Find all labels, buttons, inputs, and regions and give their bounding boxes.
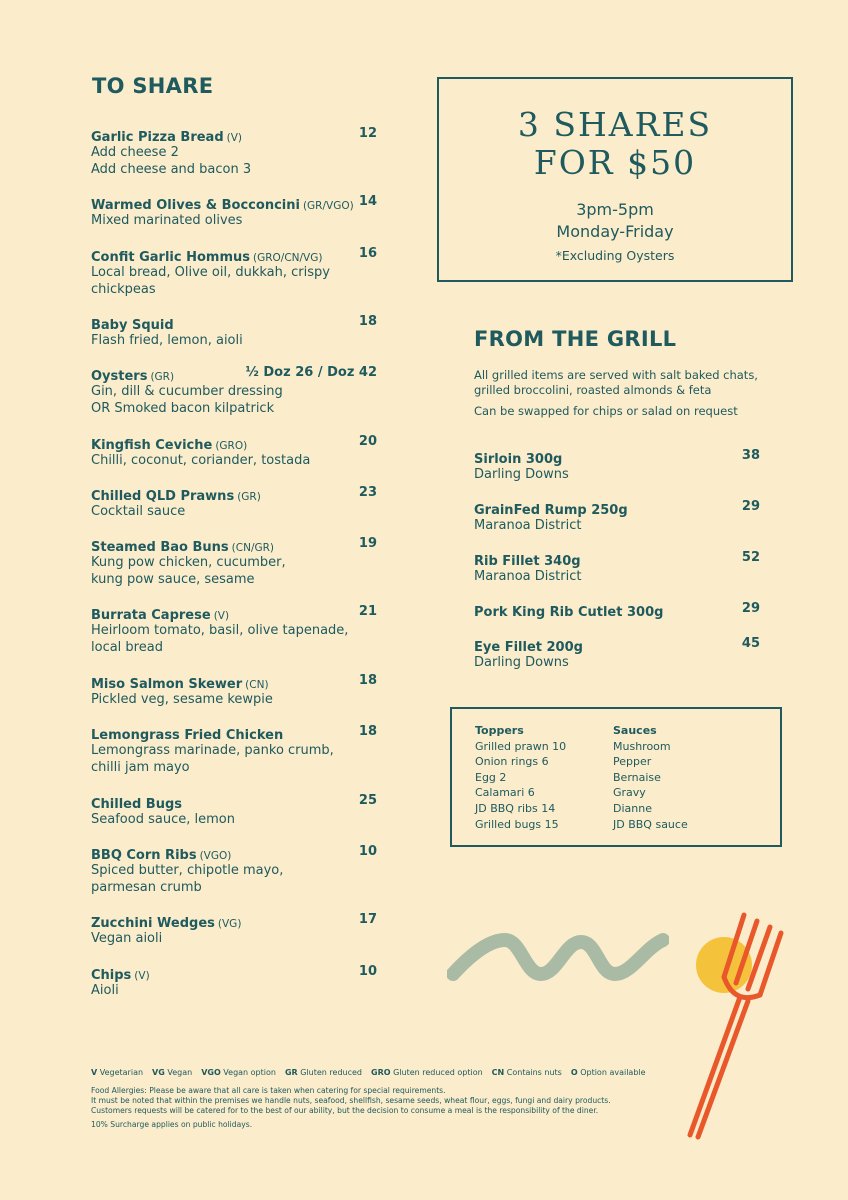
- toppers-item: Grilled prawn 10: [475, 739, 567, 753]
- menu-item-name: Chilled Bugs: [91, 797, 183, 812]
- menu-item-description: Local bread, Olive oil, dukkah, crispy: [91, 265, 330, 280]
- menu-item-name: Steamed Bao Buns: [91, 540, 229, 555]
- menu-item-price: 19: [358, 536, 377, 551]
- surcharge-note: 10% Surcharge applies on public holidays.: [91, 1120, 253, 1129]
- promo-title-line2: FOR $50: [533, 143, 697, 182]
- toppers-item: Onion rings 6: [475, 755, 549, 769]
- menu-item-name: Baby Squid: [91, 318, 174, 333]
- allergy-line: Food Allergies: Please be aware that all care is taken when catering for special requirements.: [91, 1086, 446, 1095]
- legend-entry: CN Contains nuts: [491, 1068, 562, 1077]
- menu-item: [91, 314, 383, 349]
- legend-entry: VGO Vegan option: [201, 1068, 276, 1077]
- menu-item-header: [91, 246, 383, 264]
- sauces-item: Dianne: [613, 801, 652, 815]
- menu-item: [91, 604, 383, 656]
- promo-hours: [439, 199, 791, 243]
- menu-item-description: local bread: [91, 640, 163, 655]
- menu-item-dietary-tag: (GRO/CN/VG): [253, 252, 323, 264]
- menu-item-header: [91, 844, 383, 862]
- menu-item-name: Confit Garlic Hommus: [91, 250, 250, 265]
- menu-item: [474, 636, 766, 671]
- menu-item: [91, 724, 383, 776]
- menu-item-header: [91, 964, 383, 982]
- sauces-item: Gravy: [613, 786, 646, 800]
- menu-item-header: [91, 793, 383, 811]
- promo-title-line1: 3 SHARES: [517, 105, 713, 144]
- menu-item-dietary-tag: (VGO): [199, 850, 232, 862]
- menu-item-price: 18: [358, 724, 377, 739]
- menu-item: [91, 964, 383, 999]
- menu-item-description: parmesan crumb: [91, 880, 202, 895]
- menu-item-header: [91, 126, 383, 144]
- menu-item-dietary-tag: (V): [213, 610, 230, 622]
- legend-code: CN: [491, 1068, 505, 1077]
- menu-item-name: Pork King Rib Cutlet 300g: [474, 605, 664, 620]
- menu-item-dietary-tag: (V): [226, 132, 243, 144]
- menu-item-description: Aioli: [91, 983, 119, 998]
- menu-item-price: 21: [358, 604, 377, 619]
- menu-item: [91, 434, 383, 469]
- promo-title: [439, 106, 791, 182]
- menu-item: [91, 194, 383, 229]
- legend-entry: O Option available: [570, 1068, 646, 1077]
- menu-item: [91, 844, 383, 896]
- menu-item-description: OR Smoked bacon kilpatrick: [91, 401, 275, 416]
- menu-item-header: [91, 673, 383, 691]
- legend-entry: VG Vegan: [152, 1068, 193, 1077]
- menu-item-price: 23: [358, 485, 377, 500]
- menu-item-header: [474, 601, 766, 619]
- menu-item-dietary-tag: (GR): [237, 491, 261, 503]
- menu-item-description: Flash fried, lemon, aioli: [91, 333, 243, 348]
- menu-item-dietary-tag: (GR): [150, 371, 175, 383]
- menu-item-name: Miso Salmon Skewer: [91, 677, 243, 692]
- menu-item-price: 20: [358, 434, 377, 449]
- menu-item-description: Cocktail sauce: [91, 504, 186, 519]
- menu-item-price: 17: [358, 912, 377, 927]
- legend-code: O: [570, 1068, 578, 1077]
- menu-item-header: [91, 365, 383, 383]
- legend-code: GR: [284, 1068, 298, 1077]
- menu-item-name: Rib Fillet 340g: [474, 554, 581, 569]
- menu-item-description: Maranoa District: [474, 518, 582, 533]
- menu-item-dietary-tag: (CN/GR): [231, 542, 275, 554]
- menu-item-name: Eye Fillet 200g: [474, 640, 583, 655]
- menu-item-header: [474, 636, 766, 654]
- sauces-column: [613, 723, 688, 832]
- menu-item-header: [474, 448, 766, 466]
- menu-item-header: [91, 536, 383, 554]
- menu-item-name: Lemongrass Fried Chicken: [91, 728, 284, 743]
- to-share-heading: TO SHARE: [92, 74, 214, 98]
- grill-intro-line2: grilled broccolini, roasted almonds & feta: [474, 383, 712, 397]
- menu-item-price: 18: [358, 673, 377, 688]
- menu-item-header: [91, 314, 383, 332]
- menu-item-name: Burrata Caprese: [91, 608, 211, 623]
- menu-item-name: BBQ Corn Ribs: [91, 848, 197, 863]
- menu-item-description: chilli jam mayo: [91, 760, 190, 775]
- menu-item-price: 10: [358, 844, 377, 859]
- menu-item-name: Zucchini Wedges: [91, 916, 215, 931]
- menu-item-dietary-tag: (CN): [245, 679, 269, 691]
- menu-item-description: Chilli, coconut, coriander, tostada: [91, 453, 311, 468]
- extras-box: [450, 707, 782, 847]
- menu-item-name: GrainFed Rump 250g: [474, 503, 628, 518]
- sauces-heading: Sauces: [613, 724, 657, 737]
- from-the-grill-heading: FROM THE GRILL: [474, 327, 677, 351]
- menu-item-name: Oysters: [91, 369, 148, 384]
- menu-item-description: Vegan aioli: [91, 931, 163, 946]
- grill-swap-note: Can be swapped for chips or salad on request: [474, 404, 738, 418]
- menu-item: [474, 550, 766, 585]
- menu-item-dietary-tag: (V): [134, 970, 150, 982]
- menu-item-price: 38: [741, 448, 760, 463]
- menu-item-price: 52: [741, 550, 760, 565]
- menu-item-description: Heirloom tomato, basil, olive tapenade,: [91, 623, 349, 638]
- menu-item: [474, 499, 766, 534]
- menu-item-description: Add cheese and bacon 3: [91, 162, 252, 177]
- menu-item-description: Seafood sauce, lemon: [91, 812, 235, 827]
- promo-note: *Excluding Oysters: [555, 248, 675, 263]
- menu-item-price: 45: [741, 636, 760, 651]
- menu-item-name: Chilled QLD Prawns: [91, 489, 235, 504]
- menu-item-description: Kung pow chicken, cucumber,: [91, 555, 286, 570]
- grill-intro-line1: All grilled items are served with salt baked chats,: [474, 368, 758, 382]
- dietary-legend: [91, 1068, 655, 1077]
- menu-item-price: 29: [741, 601, 760, 616]
- menu-item-name: Sirloin 300g: [474, 452, 563, 467]
- menu-item: [474, 448, 766, 483]
- grill-intro: [474, 368, 774, 419]
- toppers-item: Calamari 6: [475, 786, 535, 800]
- menu-item-description: chickpeas: [91, 282, 156, 297]
- menu-item: [91, 126, 383, 178]
- menu-item-description: Add cheese 2: [91, 145, 179, 160]
- menu-item-price: 10: [358, 964, 377, 979]
- menu-item-price: 29: [741, 499, 760, 514]
- menu-item: [474, 601, 766, 619]
- menu-item-price: 16: [358, 246, 377, 261]
- menu-item-price: 14: [358, 194, 377, 209]
- menu-item-header: [91, 485, 383, 503]
- legend-code: VG: [152, 1068, 165, 1077]
- menu-item-header: [91, 724, 383, 742]
- menu-item-name: Garlic Pizza Bread: [91, 130, 224, 145]
- menu-item-description: Darling Downs: [474, 467, 569, 482]
- toppers-item: JD BBQ ribs 14: [475, 801, 556, 815]
- sauces-item: Bernaise: [613, 770, 661, 784]
- sauces-item: Mushroom: [613, 739, 671, 753]
- menu-item-name: Kingfish Ceviche: [91, 438, 213, 453]
- menu-item-description: kung pow sauce, sesame: [91, 572, 255, 587]
- menu-item-header: [91, 434, 383, 452]
- legend-code: V: [91, 1068, 98, 1077]
- menu-item-header: [474, 499, 766, 517]
- menu-item-dietary-tag: (VG): [217, 918, 242, 930]
- promo-box: [437, 77, 793, 282]
- toppers-item: Egg 2: [475, 770, 507, 784]
- menu-item: [91, 912, 383, 947]
- menu-item-header: [474, 550, 766, 568]
- menu-item-description: Gin, dill & cucumber dressing: [91, 384, 283, 399]
- allergy-line: It must be noted that within the premises we handle nuts, seafood, shellfish, sesame seeds, wheat flour, eggs, fungi and dairy products.: [91, 1096, 611, 1105]
- wave-decoration-icon: [447, 930, 669, 982]
- allergy-line: Customers requests will be catered for to the best of our ability, but the decision to consume a meal is the responsibility of the diner.: [91, 1106, 599, 1115]
- toppers-heading: Toppers: [475, 724, 524, 737]
- menu-item: [91, 536, 383, 588]
- menu-item-description: Pickled veg, sesame kewpie: [91, 692, 273, 707]
- menu-item: [91, 485, 383, 520]
- menu-item-header: [91, 194, 383, 212]
- menu-item-price: 12: [358, 126, 377, 141]
- promo-days: Monday-Friday: [556, 222, 674, 241]
- menu-item-price: ½ Doz 26 / Doz 42: [245, 365, 377, 380]
- menu-item-description: Spiced butter, chipotle mayo,: [91, 863, 284, 878]
- menu-item-dietary-tag: (GR/VGO): [302, 200, 354, 212]
- menu-item-name: Chips: [91, 968, 132, 983]
- menu-item: [91, 673, 383, 708]
- sauces-item: Pepper: [613, 755, 652, 769]
- legend-code: GRO: [371, 1068, 391, 1077]
- fork-icon: [678, 905, 788, 1145]
- toppers-column: [475, 723, 566, 832]
- toppers-item: Grilled bugs 15: [475, 817, 559, 831]
- menu-item-header: [91, 604, 383, 622]
- menu-item-name: Warmed Olives & Bocconcini: [91, 198, 300, 213]
- menu-item-description: Mixed marinated olives: [91, 213, 243, 228]
- legend-code: VGO: [201, 1068, 221, 1077]
- promo-time: 3pm-5pm: [576, 200, 654, 219]
- menu-item-dietary-tag: (GRO): [215, 440, 248, 452]
- legend-entry: V Vegetarian: [91, 1068, 144, 1077]
- legend-entry: GR Gluten reduced: [284, 1068, 362, 1077]
- menu-item-price: 25: [358, 793, 377, 808]
- sauces-item: JD BBQ sauce: [613, 817, 688, 831]
- menu-item-description: Darling Downs: [474, 655, 569, 670]
- legend-entry: GRO Gluten reduced option: [371, 1068, 483, 1077]
- menu-item: [91, 246, 383, 298]
- menu-item-price: 18: [358, 314, 377, 329]
- menu-item: [91, 793, 383, 828]
- menu-item-header: [91, 912, 383, 930]
- menu-item: [91, 365, 383, 417]
- allergy-notice: [91, 1086, 651, 1130]
- menu-item-description: Lemongrass marinade, panko crumb,: [91, 743, 334, 758]
- menu-item-description: Maranoa District: [474, 569, 582, 584]
